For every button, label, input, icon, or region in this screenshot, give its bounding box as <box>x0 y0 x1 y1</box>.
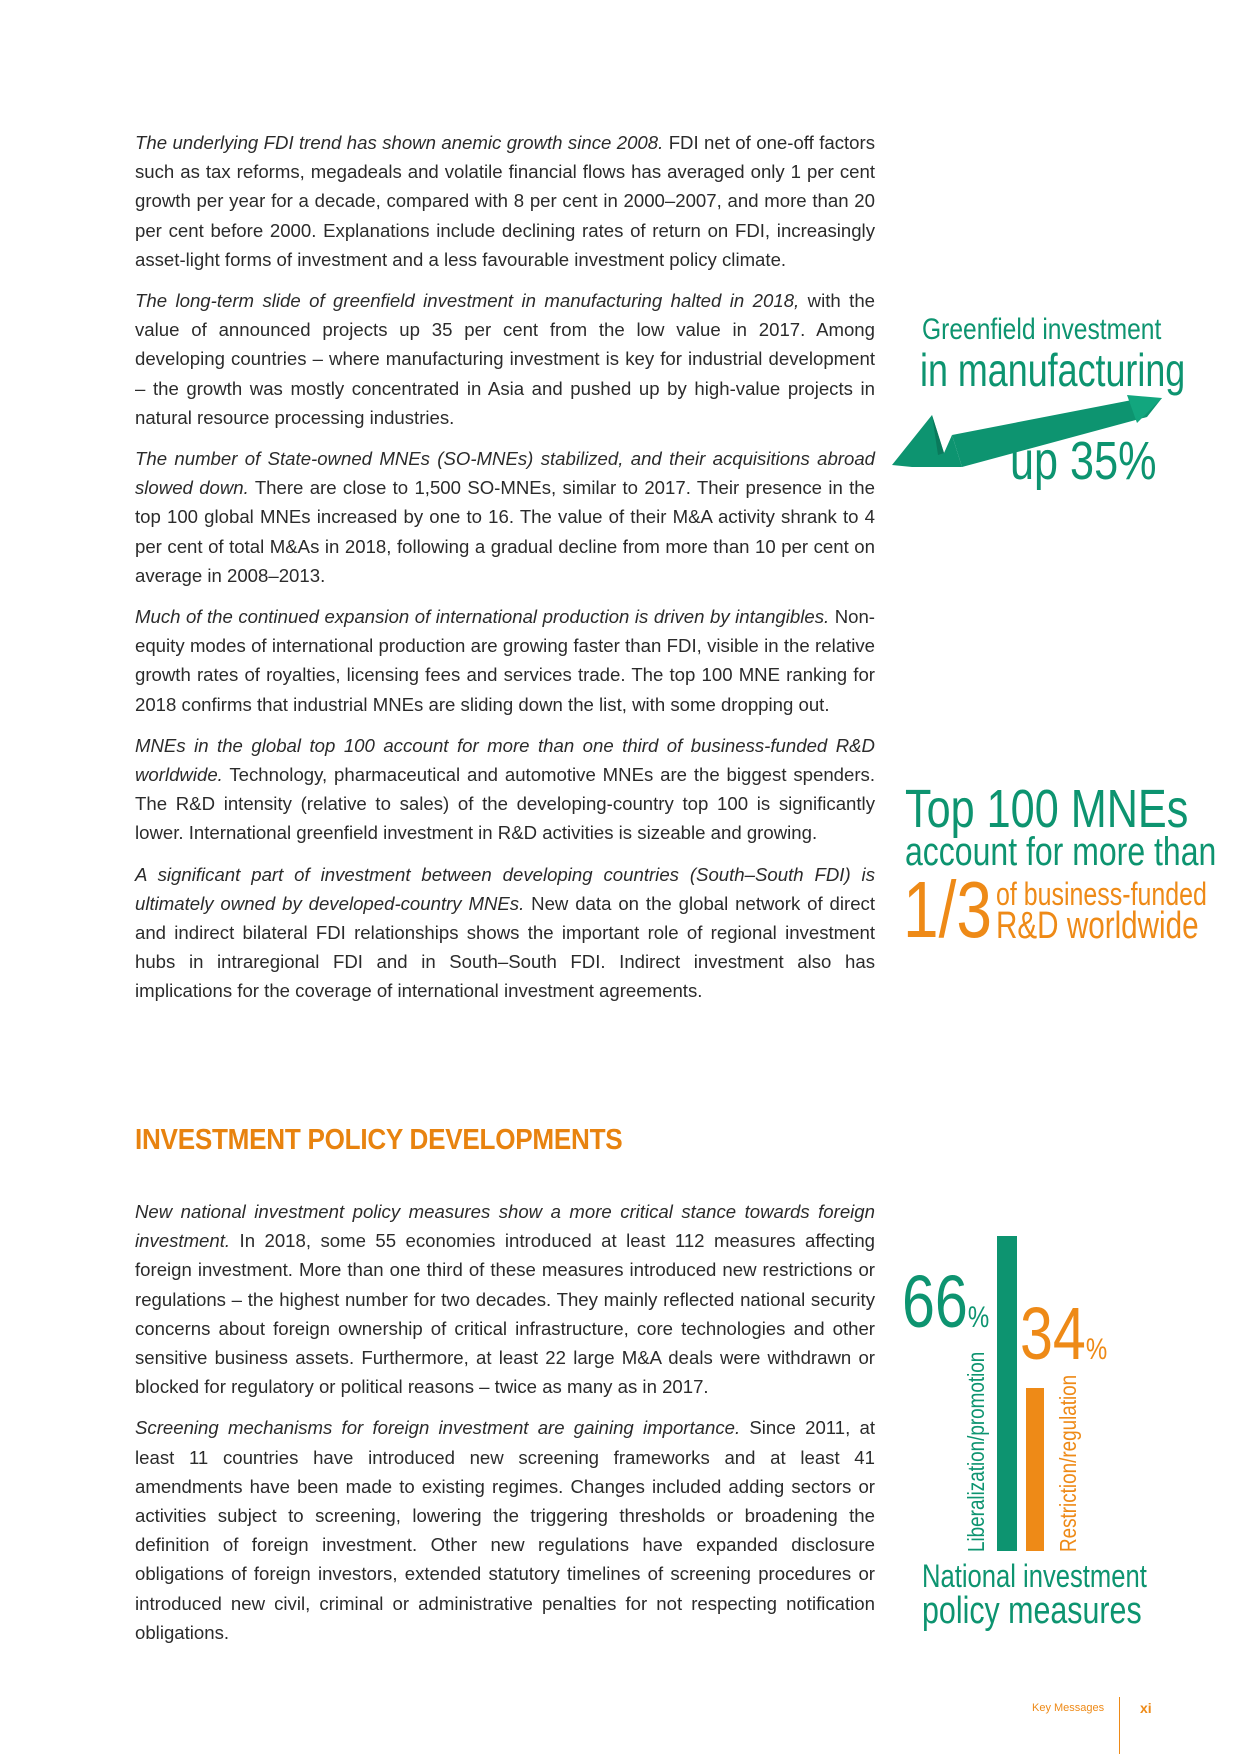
mne-callout-line2: account for more than <box>905 830 1217 874</box>
paragraph-greenfield <box>135 286 875 432</box>
body-text: with the value of announced projects up 35 per cent from the low value in 2017. Among developing countries – where manufacturing investment is key for industrial development – the growth was mostly concentrated in Asia and pushed up by high-value projects in natural resource processing industries. <box>135 290 876 428</box>
body-text: Technology, pharmaceutical and automotive MNEs are the biggest spenders. The R&D intensity (relative to sales) of the developing-country top 100 is significantly lower. International greenfield investment in R&D activities is sizeable and growing. <box>135 764 875 844</box>
policy-caption-line1: National investment <box>922 1558 1147 1594</box>
lead-sentence: A significant part of investment between developing countries (South–South FDI) is ultimately owned by developed-country MNEs. <box>135 863 875 914</box>
paragraph-so-mnes <box>135 444 875 590</box>
restriction-bar <box>1026 1388 1044 1551</box>
mne-callout-fraction: 1/3 <box>903 865 992 954</box>
lead-sentence: New national investment policy measures show a more critical stance towards foreign investment. <box>135 1201 875 1252</box>
paragraph-south-south <box>135 860 875 1006</box>
percent-sign: % <box>967 1301 990 1334</box>
greenfield-callout-title: Greenfield investment <box>922 313 1162 346</box>
paragraph-fdi-trend <box>135 128 875 274</box>
restriction-value: 34 <box>1020 1292 1086 1375</box>
lead-sentence: Much of the continued expansion of international production is driven by intangibles. <box>135 606 830 628</box>
lead-sentence: The underlying FDI trend has shown anemic growth since 2008. <box>135 132 664 153</box>
restriction-label: Restriction/regulation <box>1055 1374 1081 1552</box>
lead-sentence: The number of State-owned MNEs (SO-MNEs) stabilized, and their acquisitions abroad slowed down. <box>135 448 875 499</box>
lead-sentence: MNEs in the global top 100 account for more than one third of business-funded R&D worldwide. <box>135 734 875 786</box>
paragraph-policy-measures <box>135 1197 875 1401</box>
policy-text-column <box>135 1197 875 1659</box>
mne-callout-headline: Top 100 MNEs <box>905 779 1189 839</box>
body-text: Since 2011, at least 11 countries have introduced new screening frameworks and at least 41 amendments have been made to existing regimes. Changes included adding sectors or activities subject to screening, lowering the triggering thresholds or broadening the definition of foreign investment. Other new regulations have expanded disclosure obligations of foreign investors, extended statutory timelines of screening procedures or introduced new civil, criminal or administrative penalties for not respecting notification obligations. <box>135 1417 875 1643</box>
policy-caption-line2: policy measures <box>922 1590 1142 1632</box>
footer-divider <box>1119 1697 1120 1754</box>
main-text-column <box>135 128 875 1018</box>
paragraph-rnd <box>135 731 875 848</box>
paragraph-intangibles <box>135 602 875 719</box>
paragraph-screening <box>135 1413 875 1647</box>
liberalization-value: 66 <box>902 1260 968 1343</box>
liberalization-percent <box>902 1260 990 1355</box>
body-text: There are close to 1,500 SO-MNEs, similar to 2017. Their presence in the top 100 global MNEs increased by one to 16. The value of their M&A activity shrank to 4 per cent of total M&As in 2018, following a gradual decline from more than 10 per cent on average in 2008–2013. <box>135 477 875 586</box>
body-text: In 2018, some 55 economies introduced at least 112 measures affecting foreign investment. More than one third of these measures introduced new restrictions or regulations – the highest number for two decades. They mainly reflected national security concerns about foreign ownership of critical infrastructure, core technologies and other sensitive business assets. Furthermore, at least 22 large M&A deals were withdrawn or blocked for regulatory or political reasons – twice as many as in 2017. <box>135 1230 875 1398</box>
lead-sentence: Screening mechanisms for foreign investment are gaining importance. <box>135 1417 741 1439</box>
percent-sign: % <box>1085 1333 1108 1366</box>
footer-section-label: Key Messages <box>1032 1702 1105 1714</box>
liberalization-label: Liberalization/promotion <box>963 1351 989 1552</box>
body-text: Non-equity modes of international production are growing faster than FDI, visible in the relative growth rates of royalties, licensing fees and services trade. The top 100 MNE ranking for 2018 confirms that industrial MNEs are sliding down the list, with some dropping out. <box>135 606 875 715</box>
body-text: New data on the global network of direct and indirect bilateral FDI relationships shows the important role of regional investment hubs in intraregional FDI and in South–South FDI. Indirect investment also has implications for the coverage of international investment agreements. <box>135 892 876 1002</box>
mne-callout-line3: of business-funded <box>996 876 1207 912</box>
page-number: xi <box>1140 1700 1152 1716</box>
lead-sentence: The long-term slide of greenfield investment in manufacturing halted in 2018, <box>135 290 800 312</box>
mne-callout-line4: R&D worldwide <box>996 905 1199 947</box>
restriction-percent <box>1020 1292 1108 1387</box>
liberalization-bar <box>997 1236 1017 1551</box>
body-text: FDI net of one-off factors such as tax reforms, megadeals and volatile financial flows has averaged only 1 per cent growth per year for a decade, compared with 8 per cent in 2000–2007, and more than 20 per cent before 2000. Explanations include declining rates of return on FDI, increasingly asset-light forms of investment and a less favourable investment policy climate. <box>135 132 875 270</box>
greenfield-callout-value: up 35% <box>1010 431 1157 491</box>
section-title: INVESTMENT POLICY DEVELOPMENTS <box>135 1124 623 1156</box>
greenfield-callout-subtitle: in manufacturing <box>920 344 1186 396</box>
